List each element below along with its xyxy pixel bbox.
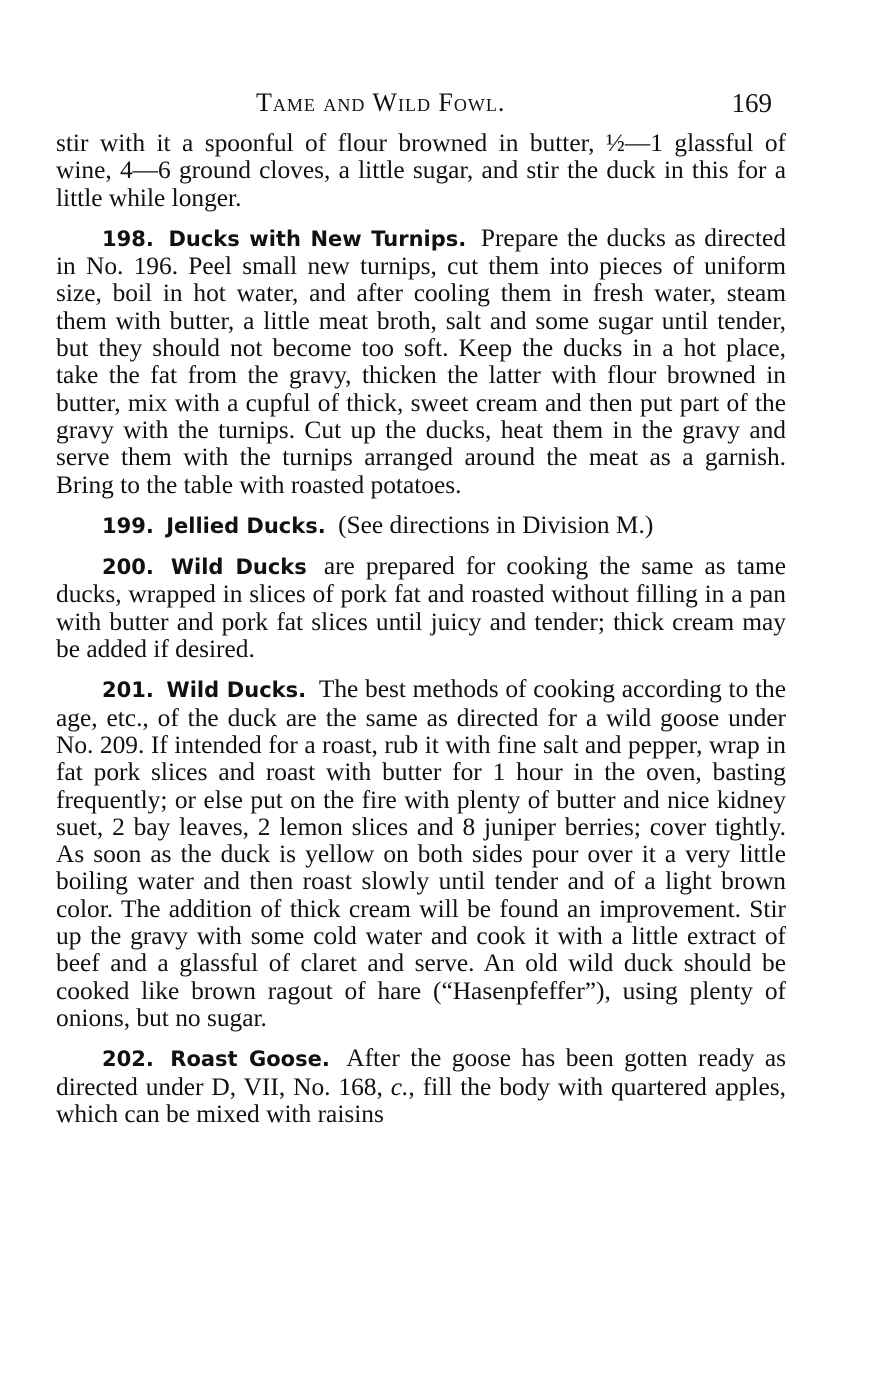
recipe-heading: Wild Ducks. xyxy=(166,678,307,703)
recipe-199 xyxy=(56,512,786,540)
recipe-201 xyxy=(56,676,786,1032)
recipe-text: are prepared for cooking the same as tame ducks, wrapped in slices of pork fat and roasted without filling in a pan with butter and pork fat slices until juicy and tender; thick cream may be added if desired. xyxy=(56,552,786,664)
recipe-heading: Wild Ducks xyxy=(170,555,307,580)
recipe-text: (See directions in Division M.) xyxy=(338,510,654,539)
recipe-202 xyxy=(56,1045,786,1128)
recipe-text: Prepare the ducks as directed in No. 196. Peel small new turnips, cut them into pieces of uniform size, boil in hot water, and after cooling them in fresh water, steam them with butter, a little meat broth, salt and some sugar until tender, but they should not become too soft. Keep the ducks in a hot place, take the fat from the gravy, thicken the latter with flour browned in butter, mix with a cupful of thick, sweet cream and then put part of the gravy with the turnips. Cut up the ducks, heat them in the gravy and serve them with the turnips arranged around the meat as a garnish. Bring to the table with roasted potatoes. xyxy=(56,223,786,499)
recipe-heading: Ducks with New Turnips. xyxy=(168,226,467,251)
page-body xyxy=(56,130,786,1128)
running-title: Tame and Wild Fowl. xyxy=(256,88,506,117)
book-page xyxy=(56,88,786,1141)
paragraph-text: stir with it a spoonful of flour browned in butter, ½—1 glassful of wine, 4—6 ground cloves, a little sugar, and stir the duck in this for a little while longer. xyxy=(56,129,786,212)
recipe-number: 200. xyxy=(102,555,154,580)
recipe-198 xyxy=(56,225,786,499)
recipe-number: 201. xyxy=(102,678,154,703)
recipe-number: 202. xyxy=(102,1047,154,1072)
recipe-number: 199. xyxy=(102,513,154,538)
running-header xyxy=(56,88,786,130)
page-number: 169 xyxy=(731,88,772,118)
recipe-heading: Jellied Ducks. xyxy=(166,513,326,538)
continued-paragraph xyxy=(56,130,786,212)
recipe-text: The best methods of cooking according to the age, etc., of the duck are the same as directed for a wild goose under No. 209. If intended for a roast, rub it with fine salt and pepper, wrap in fat pork slices and roast with butter for 1 hour in the oven, basting frequently; or else put on the fire with plenty of butter and nice kidney suet, 2 bay leaves, 2 lemon slices and 8 juniper berries; cover tightly. As soon as the duck is yellow on both sides pour over it a very little boiling water and then roast slowly until tender and of a light brown color. The addition of thick cream will be found an improvement. Stir up the gravy with some cold water and cook it with a little extract of beef and a glassful of claret and serve. An old wild duck should be cooked like brown ragout of hare (“Hasenpfeffer”), using plenty of onions, but no sugar. xyxy=(56,675,786,1032)
recipe-heading: Roast Goose. xyxy=(170,1047,330,1072)
recipe-number: 198. xyxy=(102,226,154,251)
recipe-text-continued: , fill the body with quartered apples, which can be mixed with raisins xyxy=(56,1072,786,1128)
recipe-200 xyxy=(56,553,786,663)
recipe-text: After the goose has been gotten ready as directed under D, VII, No. 168, xyxy=(56,1044,786,1101)
recipe-text-italic: c. xyxy=(390,1072,409,1101)
